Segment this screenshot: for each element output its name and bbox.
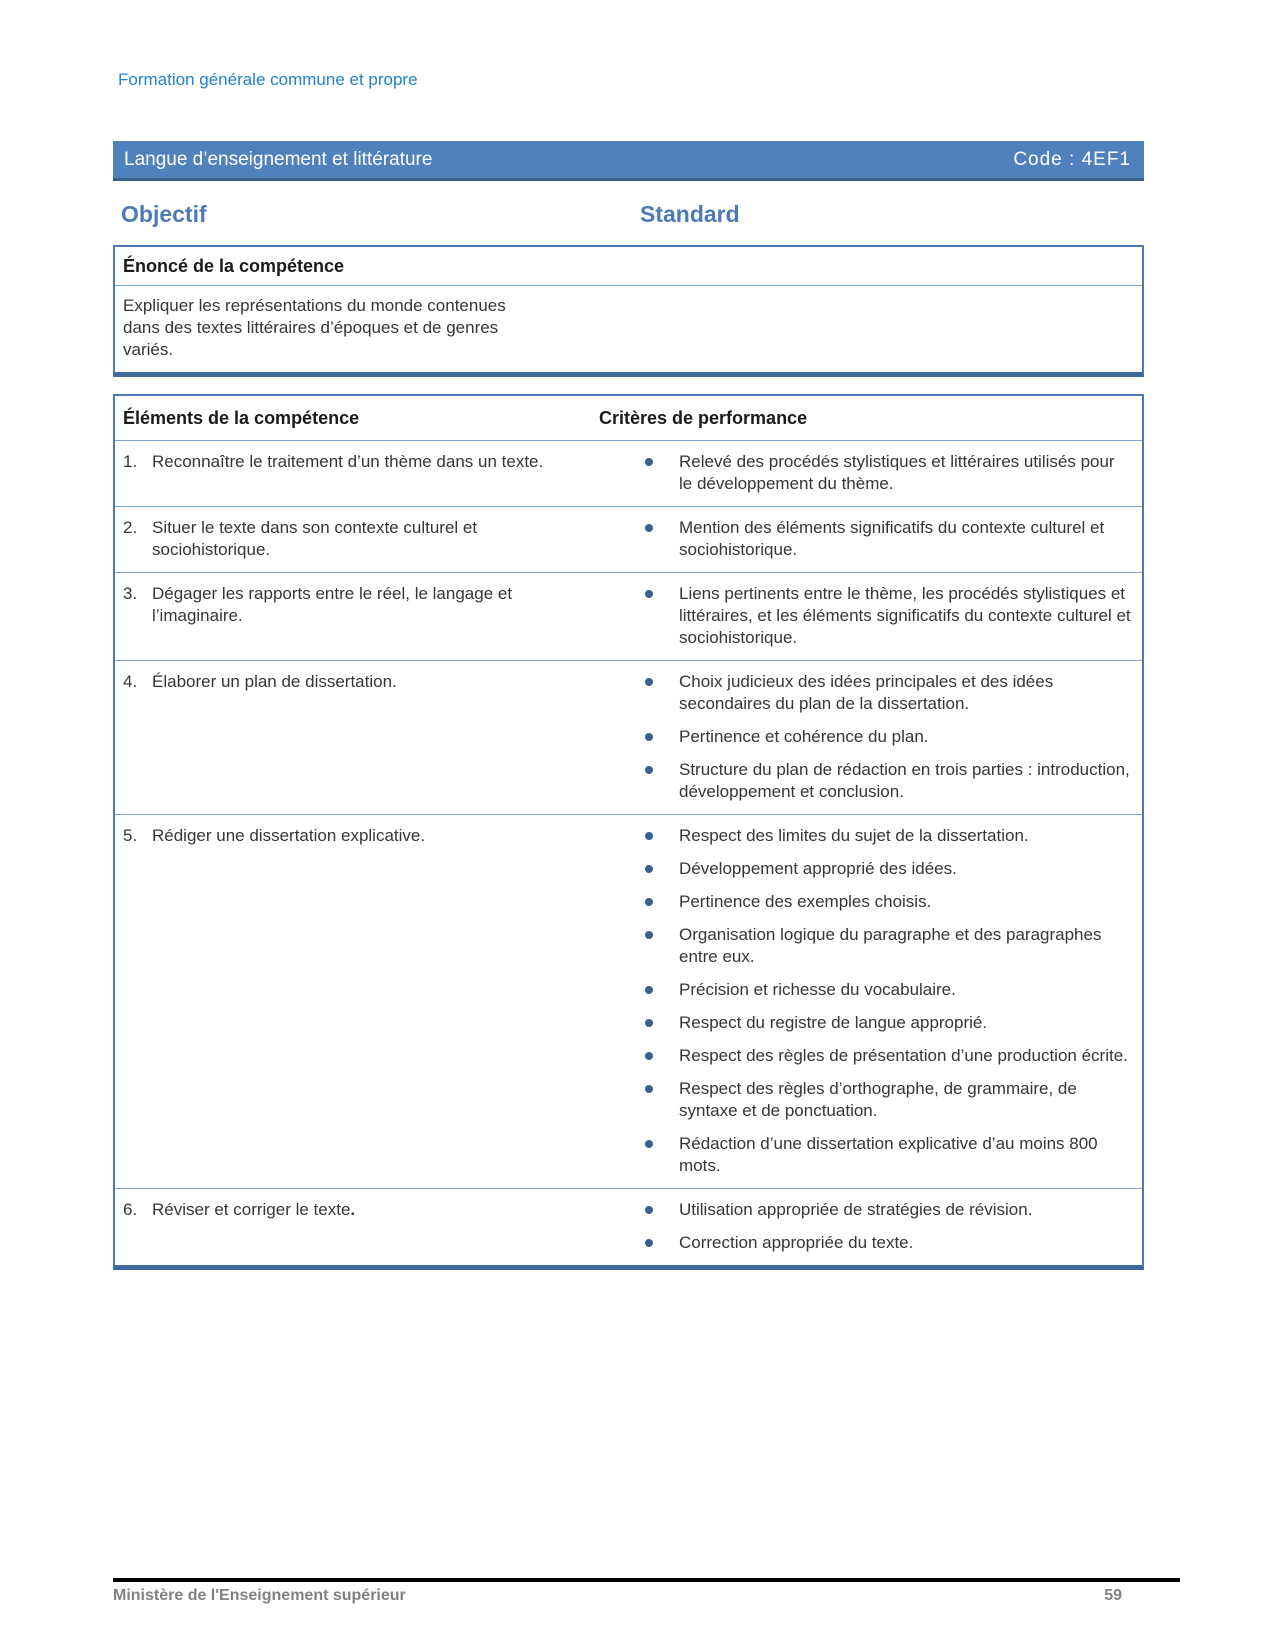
criteria-cell [599,573,1142,660]
criterion: Relevé des procédés stylistiques et littéraires utilisés pour le développement du thème. [645,451,1132,495]
bullet-icon [645,898,653,906]
criteria-cell [599,1189,1142,1265]
criteria-cell [599,441,1142,506]
criterion: Respect du registre de langue approprié. [645,1012,1132,1034]
criterion: Liens pertinents entre le thème, les procédés stylistiques et littéraires, et les éléments significatifs du contexte culturel et sociohistorique. [645,583,1132,649]
competence-table [113,394,1144,1270]
bullet-icon [645,1140,653,1148]
table-row [115,506,1142,572]
banner-code: Code : 4EF1 [1013,148,1131,170]
running-header: Formation générale commune et propre [118,70,418,89]
bullet-icon [645,458,653,466]
table-row [115,814,1142,1188]
page-number: 59 [1104,1587,1122,1604]
criterion: Respect des règles de présentation d’une production écrite. [645,1045,1132,1067]
element-text: Reconnaître le traitement d’un thème dans un texte. [152,452,544,471]
element-cell [115,573,599,660]
element-text: Élaborer un plan de dissertation. [152,672,397,691]
element-number: 6. [123,1200,138,1219]
bullet-icon [645,766,653,774]
criterion: Respect des limites du sujet de la dissertation. [645,825,1132,847]
bullet-icon [645,832,653,840]
page-footer [113,1578,1180,1605]
criterion: Mention des éléments significatifs du contexte culturel et sociohistorique. [645,517,1132,561]
bullet-icon [645,1085,653,1093]
element-text: Rédiger une dissertation explicative. [152,826,426,845]
criterion: Précision et richesse du vocabulaire. [645,979,1132,1001]
bullet-icon [645,986,653,994]
element-cell [115,507,599,572]
criteria-cell [599,661,1142,814]
criterion: Organisation logique du paragraphe et des paragraphes entre eux. [645,924,1132,968]
table-row [115,440,1142,506]
bullet-icon [645,1019,653,1027]
element-text: Réviser et corriger le texte. [152,1200,356,1219]
element-text: Situer le texte dans son contexte culturel et sociohistorique. [152,518,478,559]
element-number: 5. [123,826,138,845]
bullet-icon [645,1239,653,1247]
footer-department: Ministère de l'Enseignement supérieur [113,1587,406,1604]
element-text: Dégager les rapports entre le réel, le langage et l’imaginaire. [152,584,513,625]
enonce-body [115,286,1142,372]
bold-period: . [350,1200,356,1219]
bullet-icon [645,931,653,939]
footer-rule [113,1578,1180,1582]
criterion: Respect des règles d’orthographe, de grammaire, de syntaxe et de ponctuation. [645,1078,1132,1122]
table-row [115,572,1142,660]
element-number: 2. [123,518,138,537]
enonce-title: Énoncé de la compétence [115,247,1142,286]
table-row [115,660,1142,814]
enonce-text: Expliquer les représentations du monde contenues dans des textes littéraires d’époques et de genres variés. [123,296,506,359]
criteria-cell [599,815,1142,1188]
section-headers [113,201,1144,229]
element-number: 3. [123,584,138,603]
criterion: Correction appropriée du texte. [645,1232,1132,1254]
objectif-header: Objectif [121,201,207,227]
element-cell [115,441,599,506]
criterion: Structure du plan de rédaction en trois parties : introduction, développement et conclusion. [645,759,1132,803]
criterion: Pertinence et cohérence du plan. [645,726,1132,748]
standard-header: Standard [640,201,740,227]
page-content [113,0,1144,1270]
title-banner [113,141,1144,181]
criteria-cell [599,507,1142,572]
enonce-box [113,245,1144,377]
table-header-row [115,396,1142,440]
element-cell [115,815,599,1188]
table-row [115,1188,1142,1265]
criterion: Choix judicieux des idées principales et des idées secondaires du plan de la dissertation. [645,671,1132,715]
element-cell [115,1189,599,1265]
criterion: Rédaction d’une dissertation explicative d’au moins 800 mots. [645,1133,1132,1177]
elements-header: Éléments de la compétence [123,408,360,428]
element-cell [115,661,599,814]
bullet-icon [645,1206,653,1214]
criteres-header: Critères de performance [599,408,808,428]
element-number: 1. [123,452,138,471]
bullet-icon [645,590,653,598]
bullet-icon [645,865,653,873]
bullet-icon [645,678,653,686]
criterion: Pertinence des exemples choisis. [645,891,1132,913]
bullet-icon [645,733,653,741]
bullet-icon [645,1052,653,1060]
bullet-icon [645,524,653,532]
criterion: Développement approprié des idées. [645,858,1132,880]
element-number: 4. [123,672,138,691]
criterion: Utilisation appropriée de stratégies de révision. [645,1199,1132,1221]
banner-title: Langue d’enseignement et littérature [124,148,433,170]
